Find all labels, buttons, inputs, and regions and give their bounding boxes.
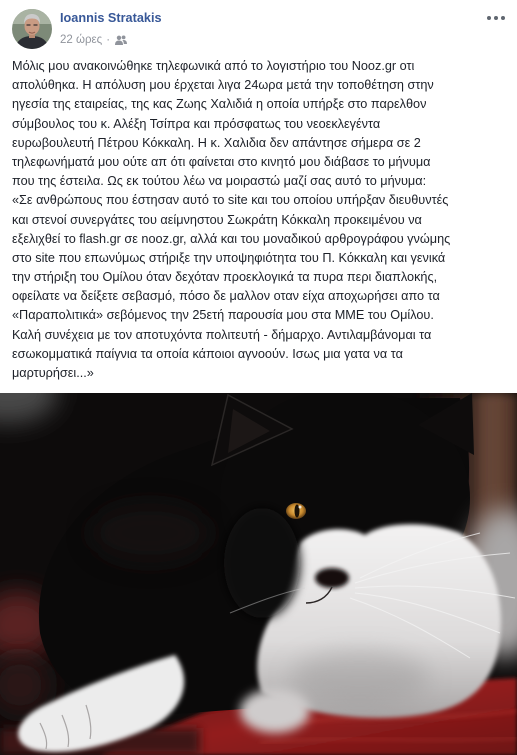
friends-icon	[115, 35, 127, 45]
post-text-line: μαρτυρήσει...»	[12, 366, 94, 380]
post-text-line: Καλή συνέχεια με τον αποτυχόντα πολιτευτή - δήμαρχο. Αντιλαμβάνομαι τα	[12, 327, 432, 342]
more-options-icon-dot	[501, 16, 505, 20]
cat-photo	[0, 393, 517, 755]
post-text-line: τηλεφωνήματά μου ούτε απ ότι φαίνεται στο κινητό μου διάβασε το μήνυμα	[12, 154, 431, 169]
post-text-line: στο site που επωνύμως στήριξε την υποψηφιότητα του Π. Κόκκαλη και γενικά	[12, 250, 446, 265]
post-text-line: οφείλατε να δείξετε σεβασμό, πόσο δε μαλλον οταν είχα αποχωρήσει απο τα	[12, 289, 440, 304]
meta-separator: ·	[106, 34, 111, 46]
post-photo[interactable]	[0, 393, 517, 755]
post-text-line: σύμβουλος του κ. Αλέξη Τσίπρα και πρόσφατως του νεοεκλεγέντα	[12, 116, 381, 131]
author-name-link[interactable]: Ioannis Stratakis	[60, 11, 162, 25]
author-avatar[interactable]	[12, 9, 52, 49]
post-text-line: την στήριξη του Ομίλου όταν δεχόταν προεκλογικά τα πυρα περι διαπλοκής,	[12, 270, 438, 285]
post-text-line: και στενοί συνεργάτες του αείμνηστου Σωκράτη Κόκκαλη προκειμένου να	[12, 212, 422, 227]
post-text-line: ευρωβουλευτή Πέτρου Κόκκαλη. Η κ. Χαλιδια δεν απάντησε σήμερα σε 2	[12, 135, 421, 150]
post-text-line: ηγεσία της εταιρείας, της κας Ζωης Χαλιδιά η οποία υπήρξε στο παρελθον	[12, 97, 427, 112]
post-meta	[60, 33, 127, 47]
more-options-icon	[487, 16, 491, 20]
post-text-line: που της έστειλα. Ως εκ τούτου λέω να μοιραστώ μαζί σας αυτό το μήνυμα:	[12, 174, 427, 189]
cat-eye	[286, 503, 306, 519]
post-text	[12, 57, 512, 383]
post-text-line: εσωκομματικά παίγνια τα οποία κάποιοι αγνοούν. Ισως μια γατα να τα	[12, 346, 403, 361]
more-options-icon-dot	[494, 16, 498, 20]
post-text-line: «Σε ανθρώπους που έστησαν αυτό το site και του οποίου υπήρξαν διευθυντές	[12, 193, 449, 208]
post-text-line: «Παραπολιτικά» σεβόμενος την 25ετή παρουσία μου στα ΜΜΕ του Ομίλου.	[12, 308, 434, 323]
post-timestamp[interactable]: 22 ώρες	[60, 34, 103, 46]
cat-back-leg	[240, 689, 310, 733]
profile-photo-avatar-icon	[12, 9, 52, 49]
cat-chest	[224, 508, 501, 718]
post-text-line: εξελιχθεί το flash.gr σε nooz.gr, αλλά και του μοναδικού αρθρογράφου γνώμης	[12, 231, 451, 246]
post-text-line: απολύθηκα. Η απόλυση μου έρχεται λιγα 24ωρα μετά την τοποθέτηση στην	[12, 78, 434, 93]
more-options-button[interactable]	[485, 11, 507, 25]
post-text-line: Μόλις μου ανακοινώθηκε τηλεφωνικά από το λογιστήριο του Nooz.gr οτι	[12, 59, 415, 73]
